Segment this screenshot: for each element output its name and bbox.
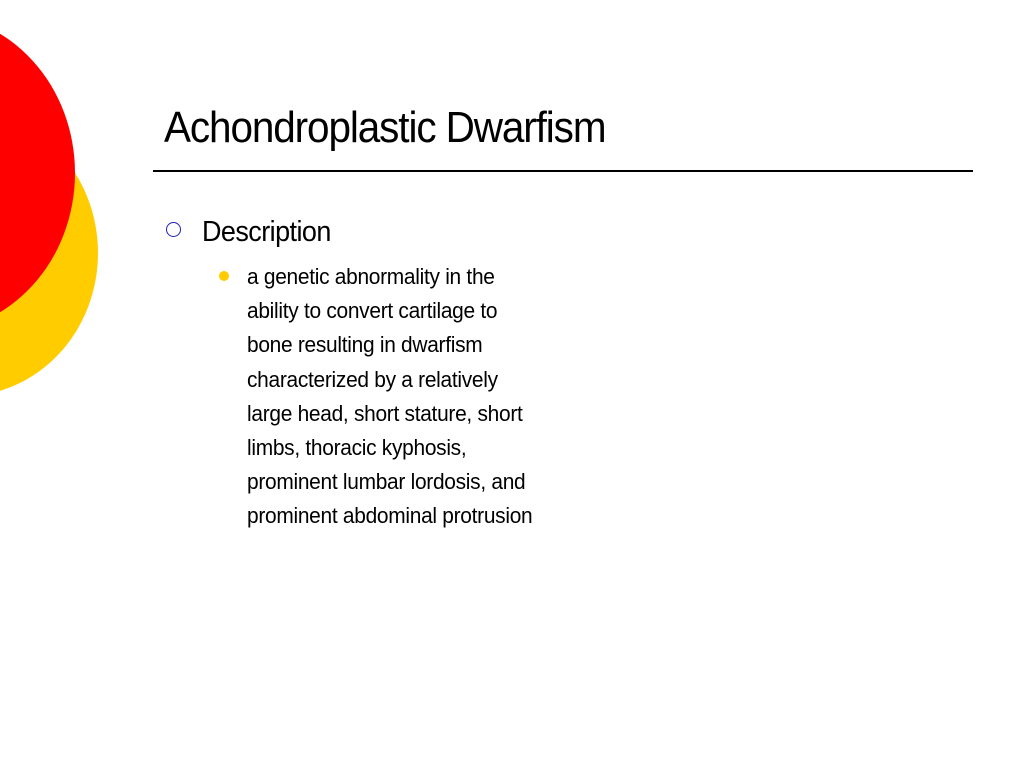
slide-title: Achondroplastic Dwarfism [164, 103, 606, 152]
hollow-circle-bullet-icon [166, 222, 181, 237]
title-underline-rule [153, 170, 973, 172]
bullet-item-description: Description [202, 216, 331, 248]
filled-circle-bullet-icon [219, 271, 229, 281]
sub-bullet-item-definition: a genetic abnormality in the ability to convert cartilage to bone resulting in dwarfism characterized by a relatively large head, short stature, short limbs, thoracic kyphosis, prominent lumbar lordosis, and prominent abdominal protrusion [247, 264, 533, 529]
